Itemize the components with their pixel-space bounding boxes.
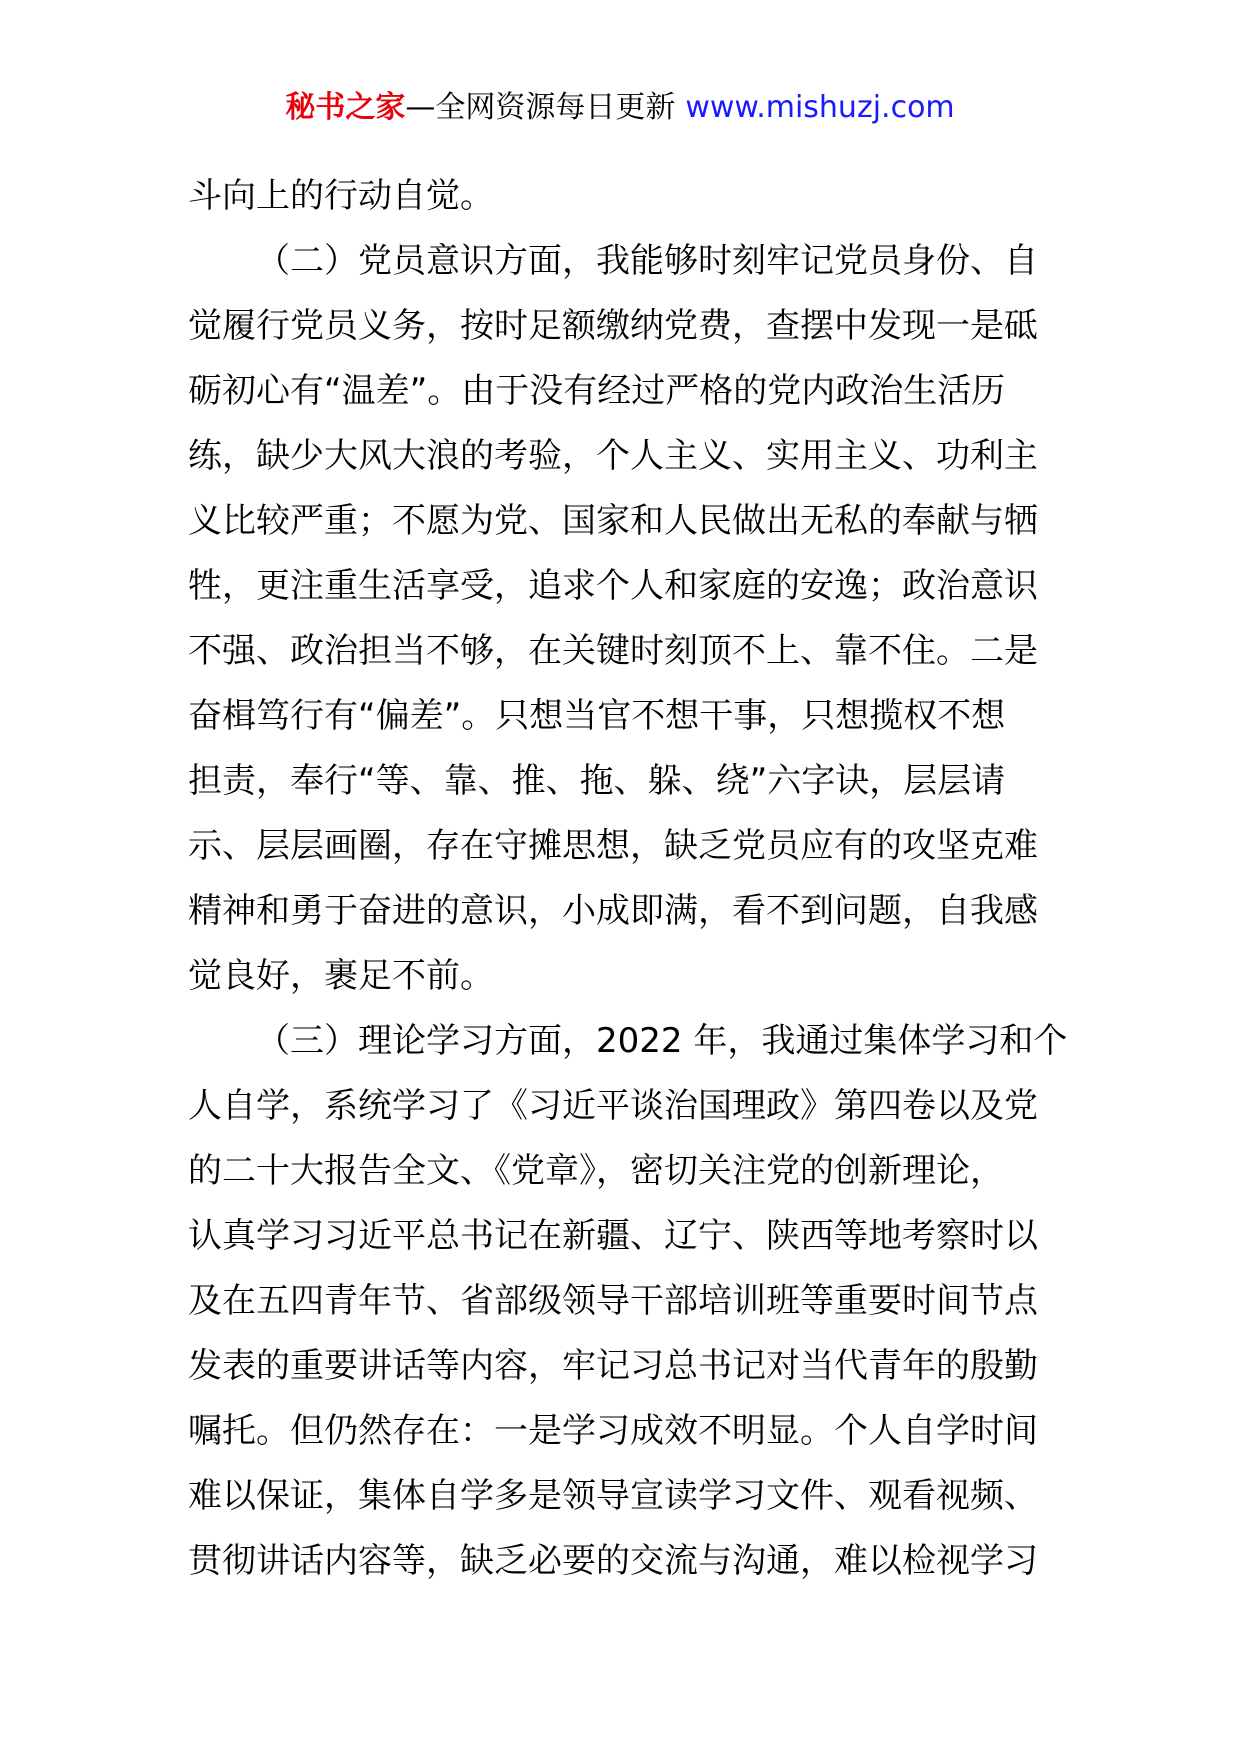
text-line: 贯彻讲话内容等，缺乏必要的交流与沟通，难以检视学习 bbox=[188, 1541, 1038, 1581]
text-line: 难以保证，集体自学多是领导宣读学习文件、观看视频、 bbox=[188, 1476, 1038, 1516]
text-line: 担责，奉行“等、靠、推、拖、躲、绕”六字诀，层层请 bbox=[188, 761, 1006, 801]
text-line-paragraph-start: （三）理论学习方面，2022 年，我通过集体学习和个 bbox=[256, 1021, 1068, 1061]
site-header bbox=[0, 88, 1240, 128]
text-line: 及在五四青年节、省部级领导干部培训班等重要时间节点 bbox=[188, 1281, 1038, 1321]
text-line: 的二十大报告全文、《党章》，密切关注党的创新理论， bbox=[188, 1151, 1004, 1191]
text-line: 觉履行党员义务，按时足额缴纳党费，查摆中发现一是砥 bbox=[188, 306, 1038, 346]
text-line: 不强、政治担当不够，在关键时刻顶不上、靠不住。二是 bbox=[188, 631, 1038, 671]
text-line: 认真学习习近平总书记在新疆、辽宁、陕西等地考察时以 bbox=[188, 1216, 1038, 1256]
text-line: 发表的重要讲话等内容，牢记习总书记对当代青年的殷勤 bbox=[188, 1346, 1038, 1386]
text-line: 练，缺少大风大浪的考验，个人主义、实用主义、功利主 bbox=[188, 436, 1038, 476]
text-line: 奋楫笃行有“偏差”。只想当官不想干事，只想揽权不想 bbox=[188, 696, 1006, 736]
text-line: 示、层层画圈，存在守摊思想，缺乏党员应有的攻坚克难 bbox=[188, 826, 1038, 866]
site-brand: 秘书之家 bbox=[285, 90, 406, 125]
text-line: 人自学，系统学习了《习近平谈治国理政》第四卷以及党 bbox=[188, 1086, 1038, 1126]
document-body bbox=[188, 164, 1068, 1594]
text-line: 嘱托。但仍然存在：一是学习成效不明显。个人自学时间 bbox=[188, 1411, 1038, 1451]
site-tagline: —全网资源每日更新 bbox=[405, 90, 676, 125]
text-line-paragraph-start: （二）党员意识方面，我能够时刻牢记党员身份、自 bbox=[256, 241, 1038, 281]
text-line: 精神和勇于奋进的意识，小成即满，看不到问题，自我感 bbox=[188, 891, 1038, 931]
site-url-link[interactable]: www.mishuzj.com bbox=[685, 90, 955, 125]
text-line: 义比较严重；不愿为党、国家和人民做出无私的奉献与牺 bbox=[188, 501, 1038, 541]
text-line: 牲，更注重生活享受，追求个人和家庭的安逸；政治意识 bbox=[188, 566, 1038, 606]
text-line: 觉良好，裹足不前。 bbox=[188, 956, 494, 996]
text-line: 砺初心有“温差”。由于没有经过严格的党内政治生活历 bbox=[188, 371, 1006, 411]
text-line: 斗向上的行动自觉。 bbox=[188, 176, 494, 216]
